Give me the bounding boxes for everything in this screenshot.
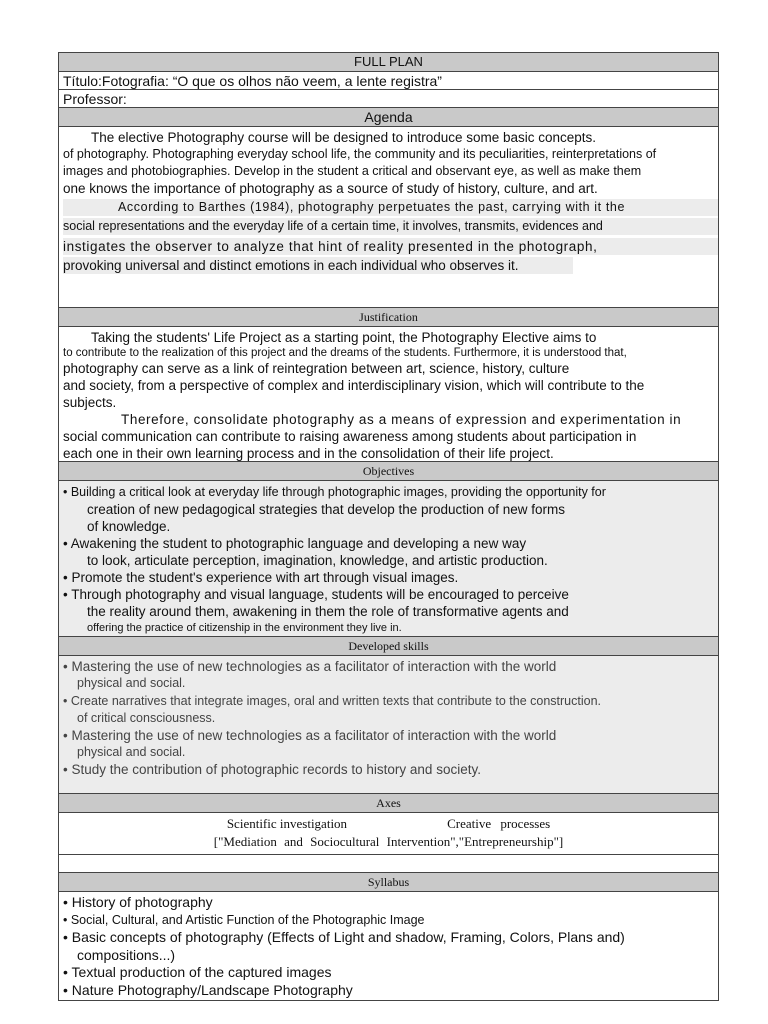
- agenda-body: [59, 127, 718, 308]
- skill-item: [63, 692, 718, 727]
- skill-subline: of critical consciousness.: [77, 711, 216, 725]
- objectives-heading: Objectives: [59, 462, 718, 481]
- syllabus-body: [59, 892, 718, 1000]
- agenda-line: of photography. Photographing everyday school life, the community and its peculiarities, reinterpretations of: [63, 147, 657, 161]
- syllabus-item: • Basic concepts of photography (Effects of Light and shadow, Framing, Colors, Plans and): [63, 929, 625, 945]
- justification-body: [59, 327, 718, 462]
- objective-text: • Promote the student's experience with art through visual images.: [63, 570, 459, 585]
- objective-text: • Building a critical look at everyday life through photographic images, providing the opportunity for: [63, 485, 606, 499]
- agenda-line: images and photobiographies. Develop in the student a critical and observant eye, as well as make them: [63, 164, 642, 178]
- agenda-line: one knows the importance of photography as a source of study of history, culture, and art.: [63, 181, 598, 196]
- axis-scientific-investigation: Scientific investigation: [226, 816, 348, 831]
- objective-item: [63, 483, 718, 535]
- objective-text: • Awakening the student to photographic language and developing a new way: [63, 536, 527, 551]
- skill-item: [63, 658, 718, 692]
- empty-row: [59, 855, 718, 873]
- titulo-line: Título:Fotografia: “O que os olhos não veem, a lente registra”: [59, 72, 718, 90]
- skill-subline: physical and social.: [77, 676, 186, 690]
- syllabus-heading: Syllabus: [59, 873, 718, 892]
- agenda-line: provoking universal and distinct emotions in each individual who observes it.: [63, 257, 573, 274]
- agenda-line: social representations and the everyday life of a certain time, it involves, transmits, evidences and: [63, 218, 718, 235]
- skill-text: • Study the contribution of photographic records to history and society.: [63, 762, 481, 777]
- justification-line: and society, from a perspective of complex and interdisciplinary vision, which will contribute to the: [63, 378, 645, 393]
- skills-heading: Developed skills: [59, 637, 718, 656]
- objective-subline: to look, articulate perception, imagination, knowledge, and artistic production.: [87, 553, 548, 568]
- syllabus-item: • Social, Cultural, and Artistic Function of the Photographic Image: [63, 912, 425, 927]
- objective-subline: the reality around them, awakening in them the role of transformative agents and: [87, 604, 569, 619]
- skill-subline: physical and social.: [77, 745, 186, 759]
- axis-creative-processes: Creative processes: [447, 816, 551, 831]
- skill-item: [63, 761, 718, 778]
- justification-line: photography can serve as a link of reintegration between art, science, history, culture: [63, 361, 570, 376]
- agenda-line: According to Barthes (1984), photography perpetuates the past, carrying with it the: [63, 199, 718, 216]
- axes-list: ["Mediation and Sociocultural Intervention","Entrepreneurship"]: [213, 834, 564, 849]
- justification-line: to contribute to the realization of this project and the dreams of the students. Furthermore, it is understood that,: [63, 347, 627, 359]
- objective-text: • Through photography and visual language, students will be encouraged to perceive: [63, 587, 569, 602]
- justification-line: subjects.: [63, 395, 117, 410]
- justification-line: Taking the students' Life Project as a starting point, the Photography Elective aims to: [91, 330, 597, 345]
- objective-subline: of knowledge.: [87, 519, 171, 534]
- agenda-heading: Agenda: [59, 108, 718, 127]
- skill-text: • Create narratives that integrate images, oral and written texts that contribute to the construction.: [63, 694, 601, 708]
- syllabus-item-continuation: compositions...): [77, 946, 176, 963]
- justification-line: Therefore, consolidate photography as a means of expression and experimentation in: [121, 412, 682, 427]
- axes-body: [59, 813, 718, 855]
- justification-line: each one in their own learning process and in the consolidation of their life project.: [63, 446, 554, 461]
- objective-item: [63, 535, 718, 569]
- objective-item: [63, 569, 718, 586]
- skill-text: • Mastering the use of new technologies as a facilitator of interaction with the world: [63, 659, 557, 674]
- objective-subline: offering the practice of citizenship in the environment they live in.: [87, 622, 402, 634]
- skill-text: • Mastering the use of new technologies as a facilitator of interaction with the world: [63, 728, 557, 743]
- objective-subline: creation of new pedagogical strategies that develop the production of new forms: [87, 502, 566, 517]
- agenda-line: The elective Photography course will be designed to introduce some basic concepts.: [91, 130, 597, 145]
- professor-line: Professor:: [59, 90, 718, 108]
- agenda-line: instigates the observer to analyze that hint of reality presented in the photograph,: [63, 238, 718, 255]
- syllabus-item: • Nature Photography/Landscape Photography: [63, 981, 353, 998]
- skill-item: [63, 727, 718, 761]
- objective-item: [63, 586, 718, 637]
- full-plan-heading: FULL PLAN: [59, 53, 718, 72]
- objectives-body: [59, 481, 718, 637]
- axes-heading: Axes: [59, 794, 718, 813]
- full-plan-table: [58, 52, 719, 1001]
- skills-body: [59, 656, 718, 794]
- syllabus-item: • Textual production of the captured images: [63, 964, 332, 980]
- justification-heading: Justification: [59, 308, 718, 327]
- justification-line: social communication can contribute to raising awareness among students about participation in: [63, 429, 637, 444]
- syllabus-item: • History of photography: [63, 894, 213, 910]
